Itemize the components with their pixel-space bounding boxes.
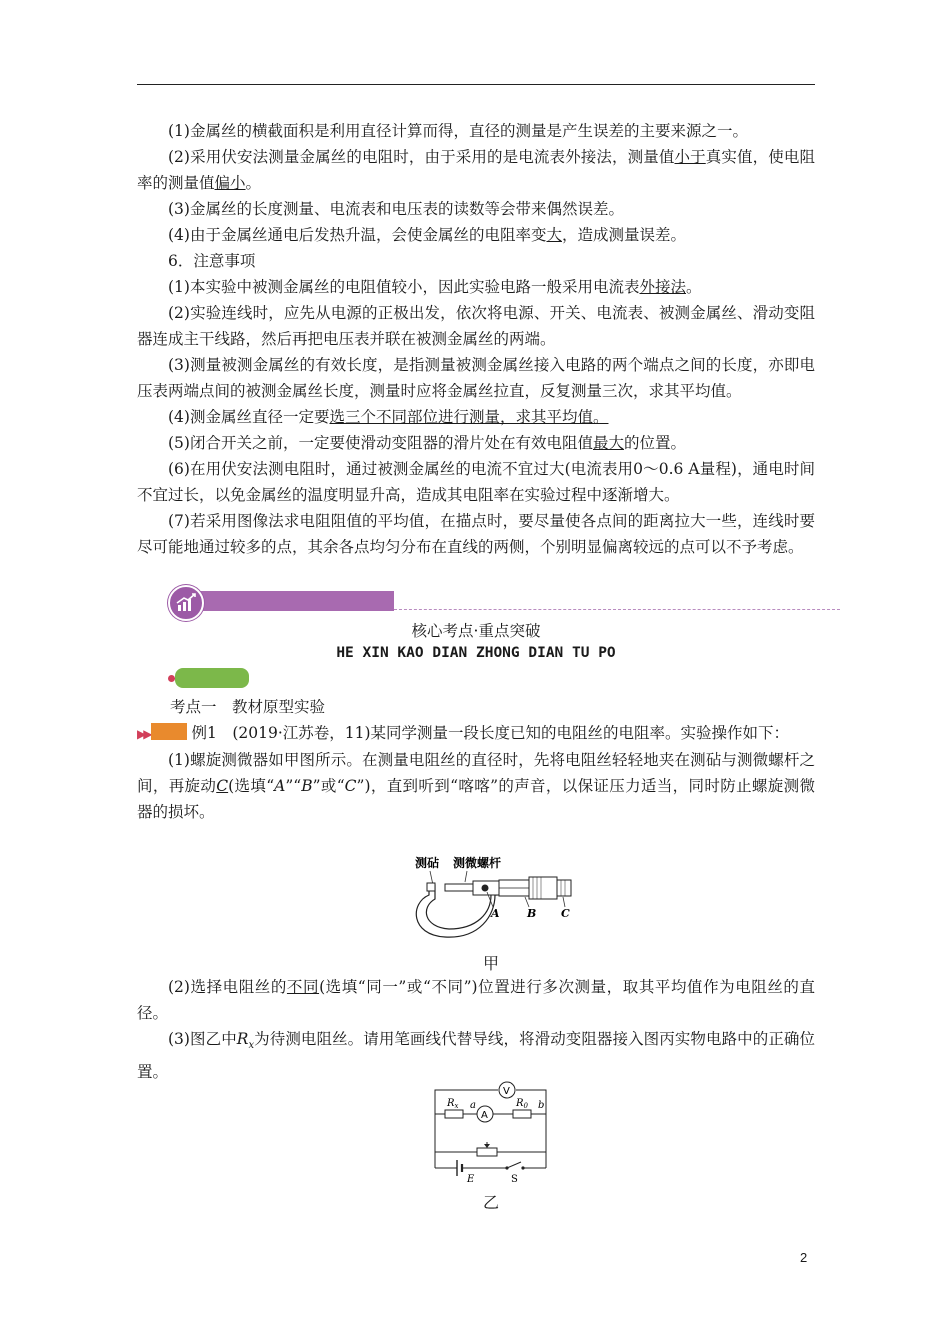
page-number: 2 <box>800 1250 808 1265</box>
label-S: S <box>511 1174 518 1185</box>
question-3: (3)图乙中$R_x$为待测电阻丝。请用笔画线代替导线，将滑动变阻器接入图丙实物电路中的正确位置。 <box>137 1030 815 1082</box>
label-b: b <box>538 1100 545 1111</box>
label-C: C <box>561 907 570 920</box>
figure-caption-yi: 乙 <box>482 1193 499 1212</box>
paragraph: (3)金属丝的长度测量、电流表和电压表的读数等会带来偶然误差。 <box>168 200 624 218</box>
label-B: B <box>527 907 537 920</box>
notes-block <box>137 118 815 560</box>
paragraph: (7)若采用图像法求电阻阻值的平均值，在描点时，要尽量使各点间的距离拉大一些，连线时要尽可能地通过较多的点，其余各点均匀分布在直线的两侧，个别明显偏离较远的点可以不予考虑。 <box>137 512 815 556</box>
double-arrow-icon: ▶▶ <box>137 727 150 741</box>
banner-bar <box>172 591 394 611</box>
label-anvil: 测砧 <box>415 856 440 870</box>
banner-dashed-line <box>394 609 840 610</box>
question-2: (2)选择电阻丝的不同(选填“同一”或“不同”)位置进行多次测量，取其平均值作为电阻丝的直径。 <box>137 978 815 1022</box>
micrometer-figure <box>405 855 585 945</box>
label-Rx: $R_x$ <box>447 1098 459 1110</box>
paragraph: (3)测量被测金属丝的有效长度，是指测量被测金属丝接入电路的两个端点之间的长度，亦即电压表两端点间的被测金属丝长度，测量时应将金属丝拉直，反复测量三次，求其平均值。 <box>137 356 815 400</box>
section-heading: 6．注意事项 <box>168 252 256 270</box>
example-tag <box>151 723 187 740</box>
kaodian-heading: 考点一 教材原型实验 <box>170 698 326 716</box>
paragraph: (1)本实验中被测金属丝的电阻值较小，因此实验电路一般采用电流表外接法。 <box>168 278 702 296</box>
label-A: A <box>491 907 500 920</box>
label-spindle: 测微螺杆 <box>453 856 502 870</box>
paragraph: (2)实验连线时，应先从电源的正极出发，依次将电源、开关、电流表、被测金属丝、滑动变阻器连成主干线路，然后再把电压表并联在被测金属丝的两端。 <box>137 304 815 348</box>
label-R0: $R_0$ <box>516 1098 528 1110</box>
circuit-figure <box>425 1078 560 1188</box>
label-E: E <box>467 1174 475 1185</box>
paragraph: (4)测金属丝直径一定要选三个不同部位进行测量，求其平均值。 <box>168 408 609 426</box>
green-tag <box>175 668 249 688</box>
paragraph: (2)采用伏安法测量金属丝的电阻时，由于采用的是电流表外接法，测量值小于真实值，使电阻率的测量值偏小。 <box>137 148 815 192</box>
figure-caption-jia: 甲 <box>482 954 499 973</box>
ammeter-label: A <box>481 1110 488 1121</box>
chart-icon <box>168 585 204 621</box>
marker-dot <box>168 675 175 682</box>
label-a: a <box>470 1100 476 1111</box>
header-rule <box>137 84 815 85</box>
paragraph: (1)金属丝的横截面积是利用直径计算而得，直径的测量是产生误差的主要来源之一。 <box>168 122 748 140</box>
paragraph: (5)闭合开关之前，一定要使滑动变阻器的滑片处在有效电阻值最大的位置。 <box>168 434 686 452</box>
question-1: (1)螺旋测微器如甲图所示。在测量电阻丝的直径时，先将电阻丝轻轻地夹在测砧与测微螺杆之间，再旋动C(选填“A”“B”或“C”)，直到听到“喀喀”的声音，以保证压力适当，同时防止螺旋测微器的损坏。 <box>137 751 815 821</box>
paragraph: (4)由于金属丝通电后发热升温，会使金属丝的电阻率变大，造成测量误差。 <box>168 226 686 244</box>
questions-block <box>137 974 815 1085</box>
example-block <box>137 694 815 825</box>
paragraph: (6)在用伏安法测电阻时，通过被测金属丝的电流不宜过大(电流表用0～0.6 A量程)，通电时间不宜过长，以免金属丝的温度明显升高，造成其电阻率在实验过程中逐渐增大。 <box>137 460 815 504</box>
example-intro: ▶▶ 例1 (2019·江苏卷，11)某同学测量一段长度已知的电阻丝的电阻率。实验操作如下： <box>137 724 790 742</box>
section-pinyin: HE XIN KAO DIAN ZHONG DIAN TU PO <box>336 645 616 661</box>
section-banner <box>168 585 840 617</box>
voltmeter-label: V <box>503 1086 510 1097</box>
section-title: 核心考点·重点突破 <box>411 622 541 640</box>
